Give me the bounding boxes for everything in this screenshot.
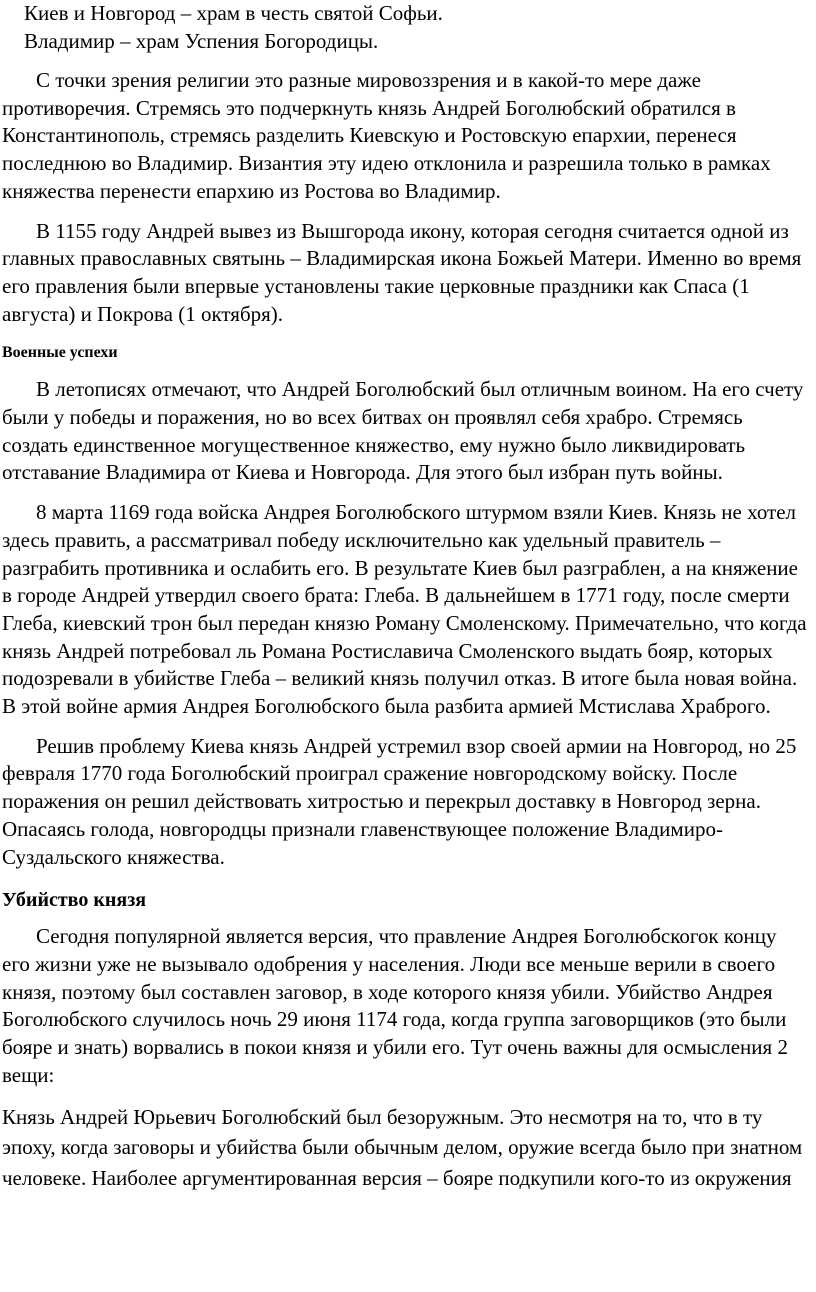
paragraph-religion: С точки зрения религии это разные мировоззрения и в какой-то мере даже противоречия. Стремясь это подчеркнуть князь Андрей Боголюбский обратился в Константинополь, стремясь разделить Киевскую и Ростовскую епархии, перенеся последнюю во Владимир. Византия эту идею отклонила и разрешила только в рамках княжества перенести епархию из Ростова во Владимир.	[2, 68, 771, 203]
paragraph-warrior: В летописях отмечают, что Андрей Боголюбский был отличным воином. На его счету были у победы и поражения, но во всех битвах он проявлял себя храбро. Стремясь создать единственное могущественное княжество, ему нужно было ликвидировать отставание Владимира от Киева и Новгорода. Для этого был избран путь войны.	[2, 377, 804, 485]
intro-line-kiev: Киев и Новгород – храм в честь святой Софьи.	[24, 1, 443, 25]
intro-line-vladimir: Владимир – храм Успения Богородицы.	[24, 28, 379, 53]
paragraph-icon: В 1155 году Андрей вывез из Вышгорода икону, которая сегодня считается одной из главных православных святынь – Владимирская икона Божьей Матери. Именно во время его правления были впервые установлены такие церковные праздники как Спаса (1 августа) и Покрова (1 октября).	[2, 218, 802, 326]
heading-military-success: Военные успехи	[2, 344, 118, 362]
intro-lines	[2, 0, 808, 55]
paragraph-conspiracy: Сегодня популярной является версия, что правление Андрея Боголюбскогок концу его жизни уже не вызывало одобрения у населения. Люди все меньше верили в своего князя, поэтому был составлен заговор, в ходе которого князя убили. Убийство Андрея Боголюбского случилось ночь 29 июня 1174 года, когда группа заговорщиков (это были бояре и знать) ворвались в покои князя и убили его. Тут очень важны для осмысления 2 вещи:	[2, 924, 788, 1087]
paragraph-kiev-capture: 8 марта 1169 года войска Андрея Боголюбского штурмом взяли Киев. Князь не хотел здесь править, а рассматривал победу исключительно как удельный правитель – разграбить противника и ослабить его. В результате Киев был разграблен, а на княжение в городе Андрей утвердил своего брата: Глеба. В дальнейшем в 1771 году, после смерти Глеба, киевский трон был передан князю Роману Смоленскому. Примечательно, что когда князь Андрей потребовал ль Романа Ростиславича Смоленского выдать бояр, которых подозревали в убийстве Глеба – великий князь получил отказ. В итоге была новая война. В этой войне армия Андрея Боголюбского была разбита армией Мстислава Храброго.	[2, 500, 807, 719]
paragraph-novgorod: Решив проблему Киева князь Андрей устремил взор своей армии на Новгород, но 25 февраля 1770 года Боголюбский проиграл сражение новгородскому войску. После поражения он решил действовать хитростью и перекрыл доставку в Новгород зерна. Опасаясь голода, новгородцы признали главенствующее положение Владимиро-Суздальского княжества.	[2, 733, 797, 869]
paragraph-unarmed: Князь Андрей Юрьевич Боголюбский был безоружным. Это несмотря на то, что в ту эпоху, когда заговоры и убийства были обычным делом, оружие всегда было при знатном человеке. Наиболее аргументированная версия – бояре подкупили кого-то из окружения	[2, 1104, 803, 1190]
heading-prince-murder: Убийство князя	[2, 889, 147, 912]
